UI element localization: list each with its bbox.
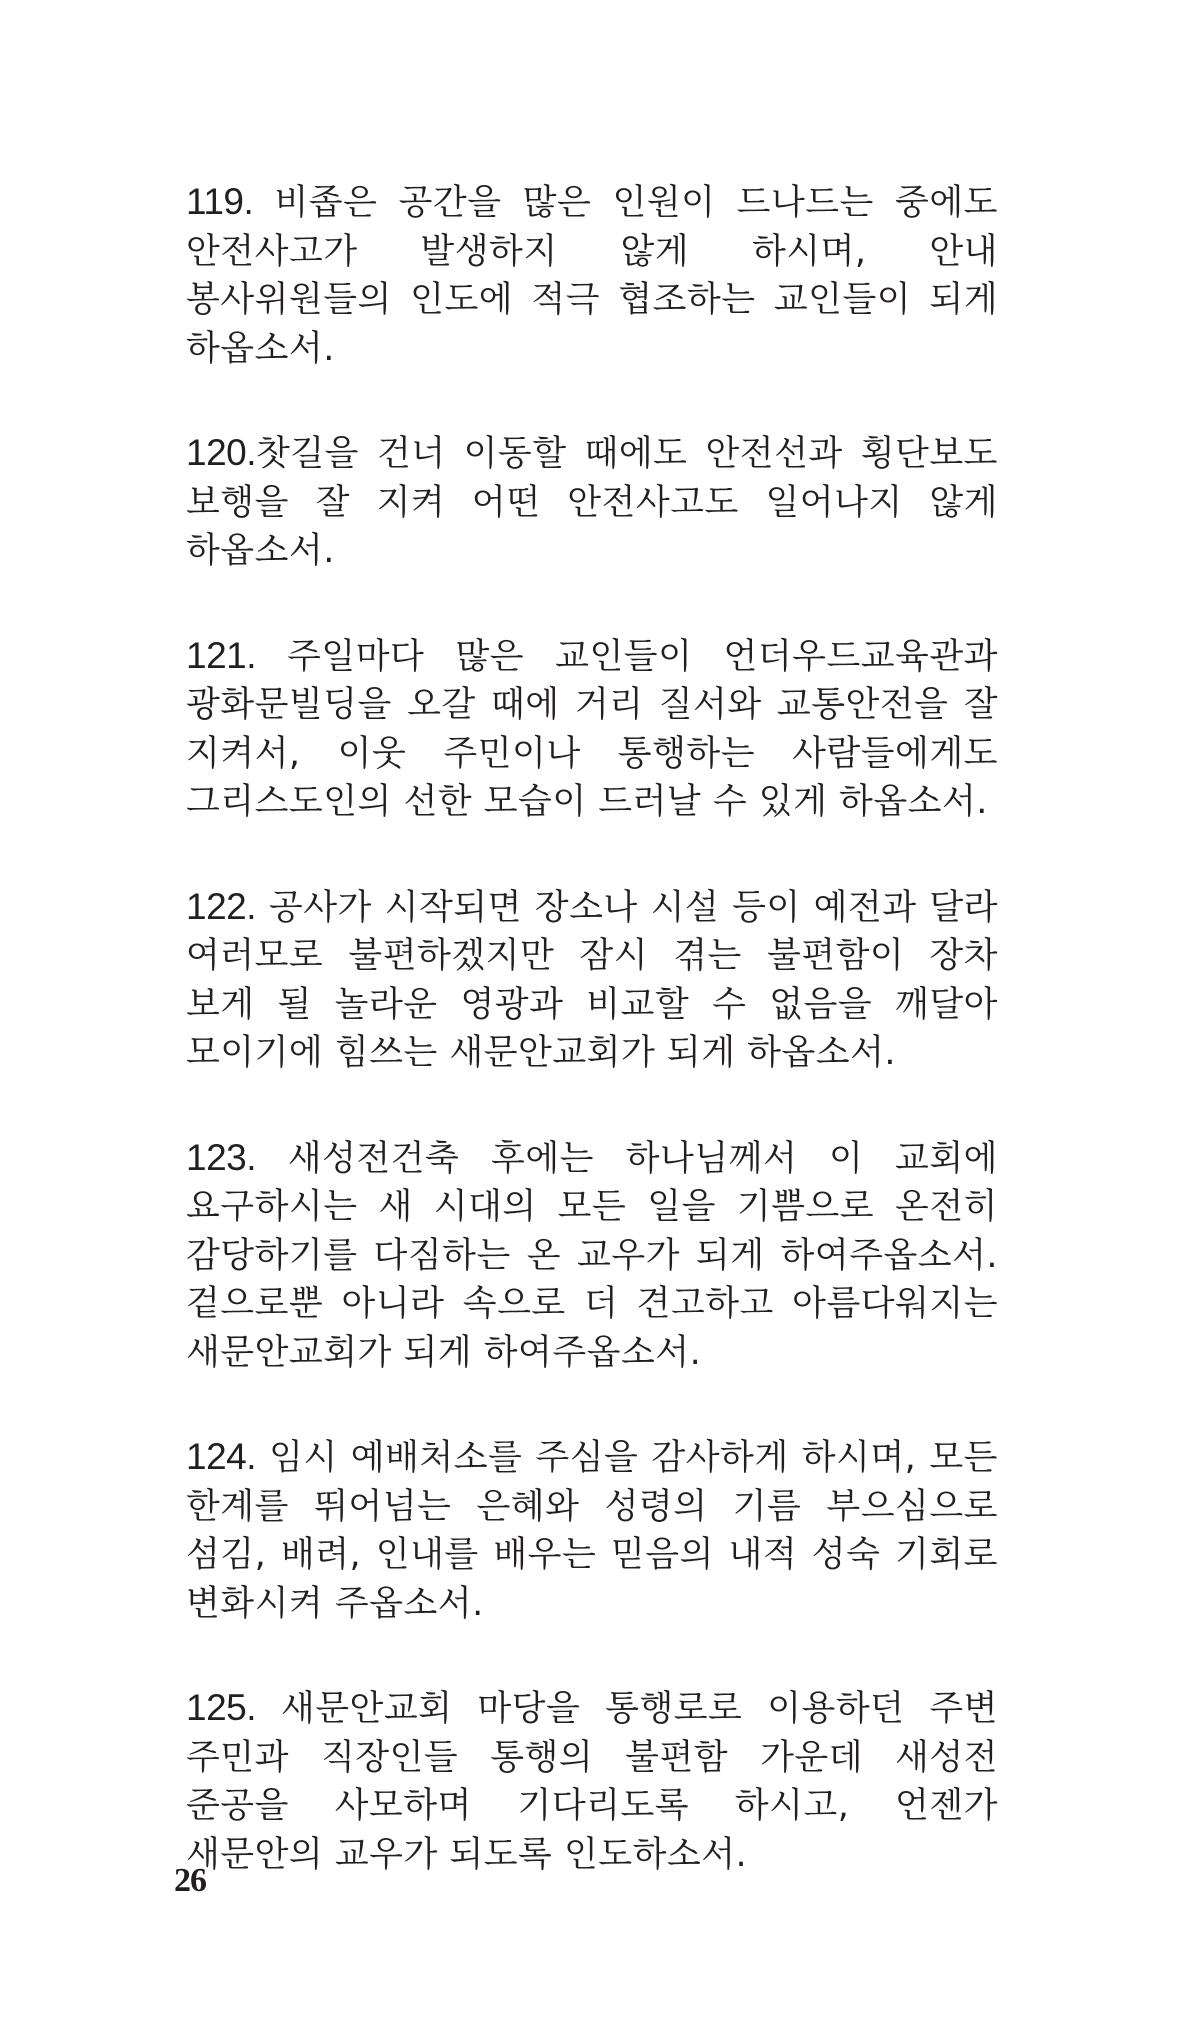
prayer-item-123: [186, 1134, 998, 1378]
prayer-number: 121.: [186, 634, 257, 676]
prayer-item-122: [186, 883, 998, 1078]
prayer-item-119: [186, 178, 998, 373]
prayer-list: [186, 178, 998, 1879]
prayer-number: 120.: [186, 432, 257, 473]
prayer-number: 125.: [186, 1687, 257, 1728]
page-number: 26: [174, 1862, 206, 1899]
prayer-number: 122.: [186, 885, 257, 927]
prayer-number: 123.: [186, 1136, 257, 1178]
prayer-number: 124.: [186, 1436, 257, 1477]
prayer-text: 주일마다 많은 교인들이 언더우드교육관과 광화문빌딩을 오갈 때에 거리 질서와 교통안전을 잘 지켜서, 이웃 주민이나 통행하는 사람들에게도 그리스도인의 선한 모습이 드러날 수 있게 하옵소서.: [186, 636, 998, 822]
prayer-item-125: [186, 1684, 998, 1879]
prayer-text: 비좁은 공간을 많은 인원이 드나드는 중에도 안전사고가 발생하지 않게 하시며, 안내 봉사위원들의 인도에 적극 협조하는 교인들이 되게 하옵소서.: [186, 183, 998, 369]
prayer-item-120: [186, 429, 998, 576]
prayer-item-121: [186, 632, 998, 827]
prayer-text: 새문안교회 마당을 통행로로 이용하던 주변 주민과 직장인들 통행의 불편함 가운데 새성전 준공을 사모하며 기다리도록 하시고, 언젠가 새문안의 교우가 되도록 인도하소서.: [186, 1689, 998, 1875]
prayer-item-124: [186, 1433, 998, 1628]
prayer-text: 찻길을 건너 이동할 때에도 안전선과 횡단보도 보행을 잘 지켜 어떤 안전사고도 일어나지 않게 하옵소서.: [186, 434, 998, 571]
prayer-text: 임시 예배처소를 주심을 감사하게 하시며, 모든 한계를 뛰어넘는 은혜와 성령의 기름 부으심으로 섬김, 배려, 인내를 배우는 믿음의 내적 성숙 기회로 변화시켜 주옵소서.: [186, 1438, 998, 1624]
prayer-text: 새성전건축 후에는 하나님께서 이 교회에 요구하시는 새 시대의 모든 일을 기쁨으로 온전히 감당하기를 다짐하는 온 교우가 되게 하여주옵소서. 겉으로뿐 아니라 속으로 더 견고하고 아름다워지는 새문안교회가 되게 하여주옵소서.: [186, 1138, 998, 1373]
prayer-number: 119.: [186, 181, 254, 222]
prayer-text: 공사가 시작되면 장소나 시설 등이 예전과 달라 여러모로 불편하겠지만 잠시 겪는 불편함이 장차 보게 될 놀라운 영광과 비교할 수 없음을 깨달아 모이기에 힘쓰는 새문안교회가 되게 하옵소서.: [186, 887, 998, 1073]
